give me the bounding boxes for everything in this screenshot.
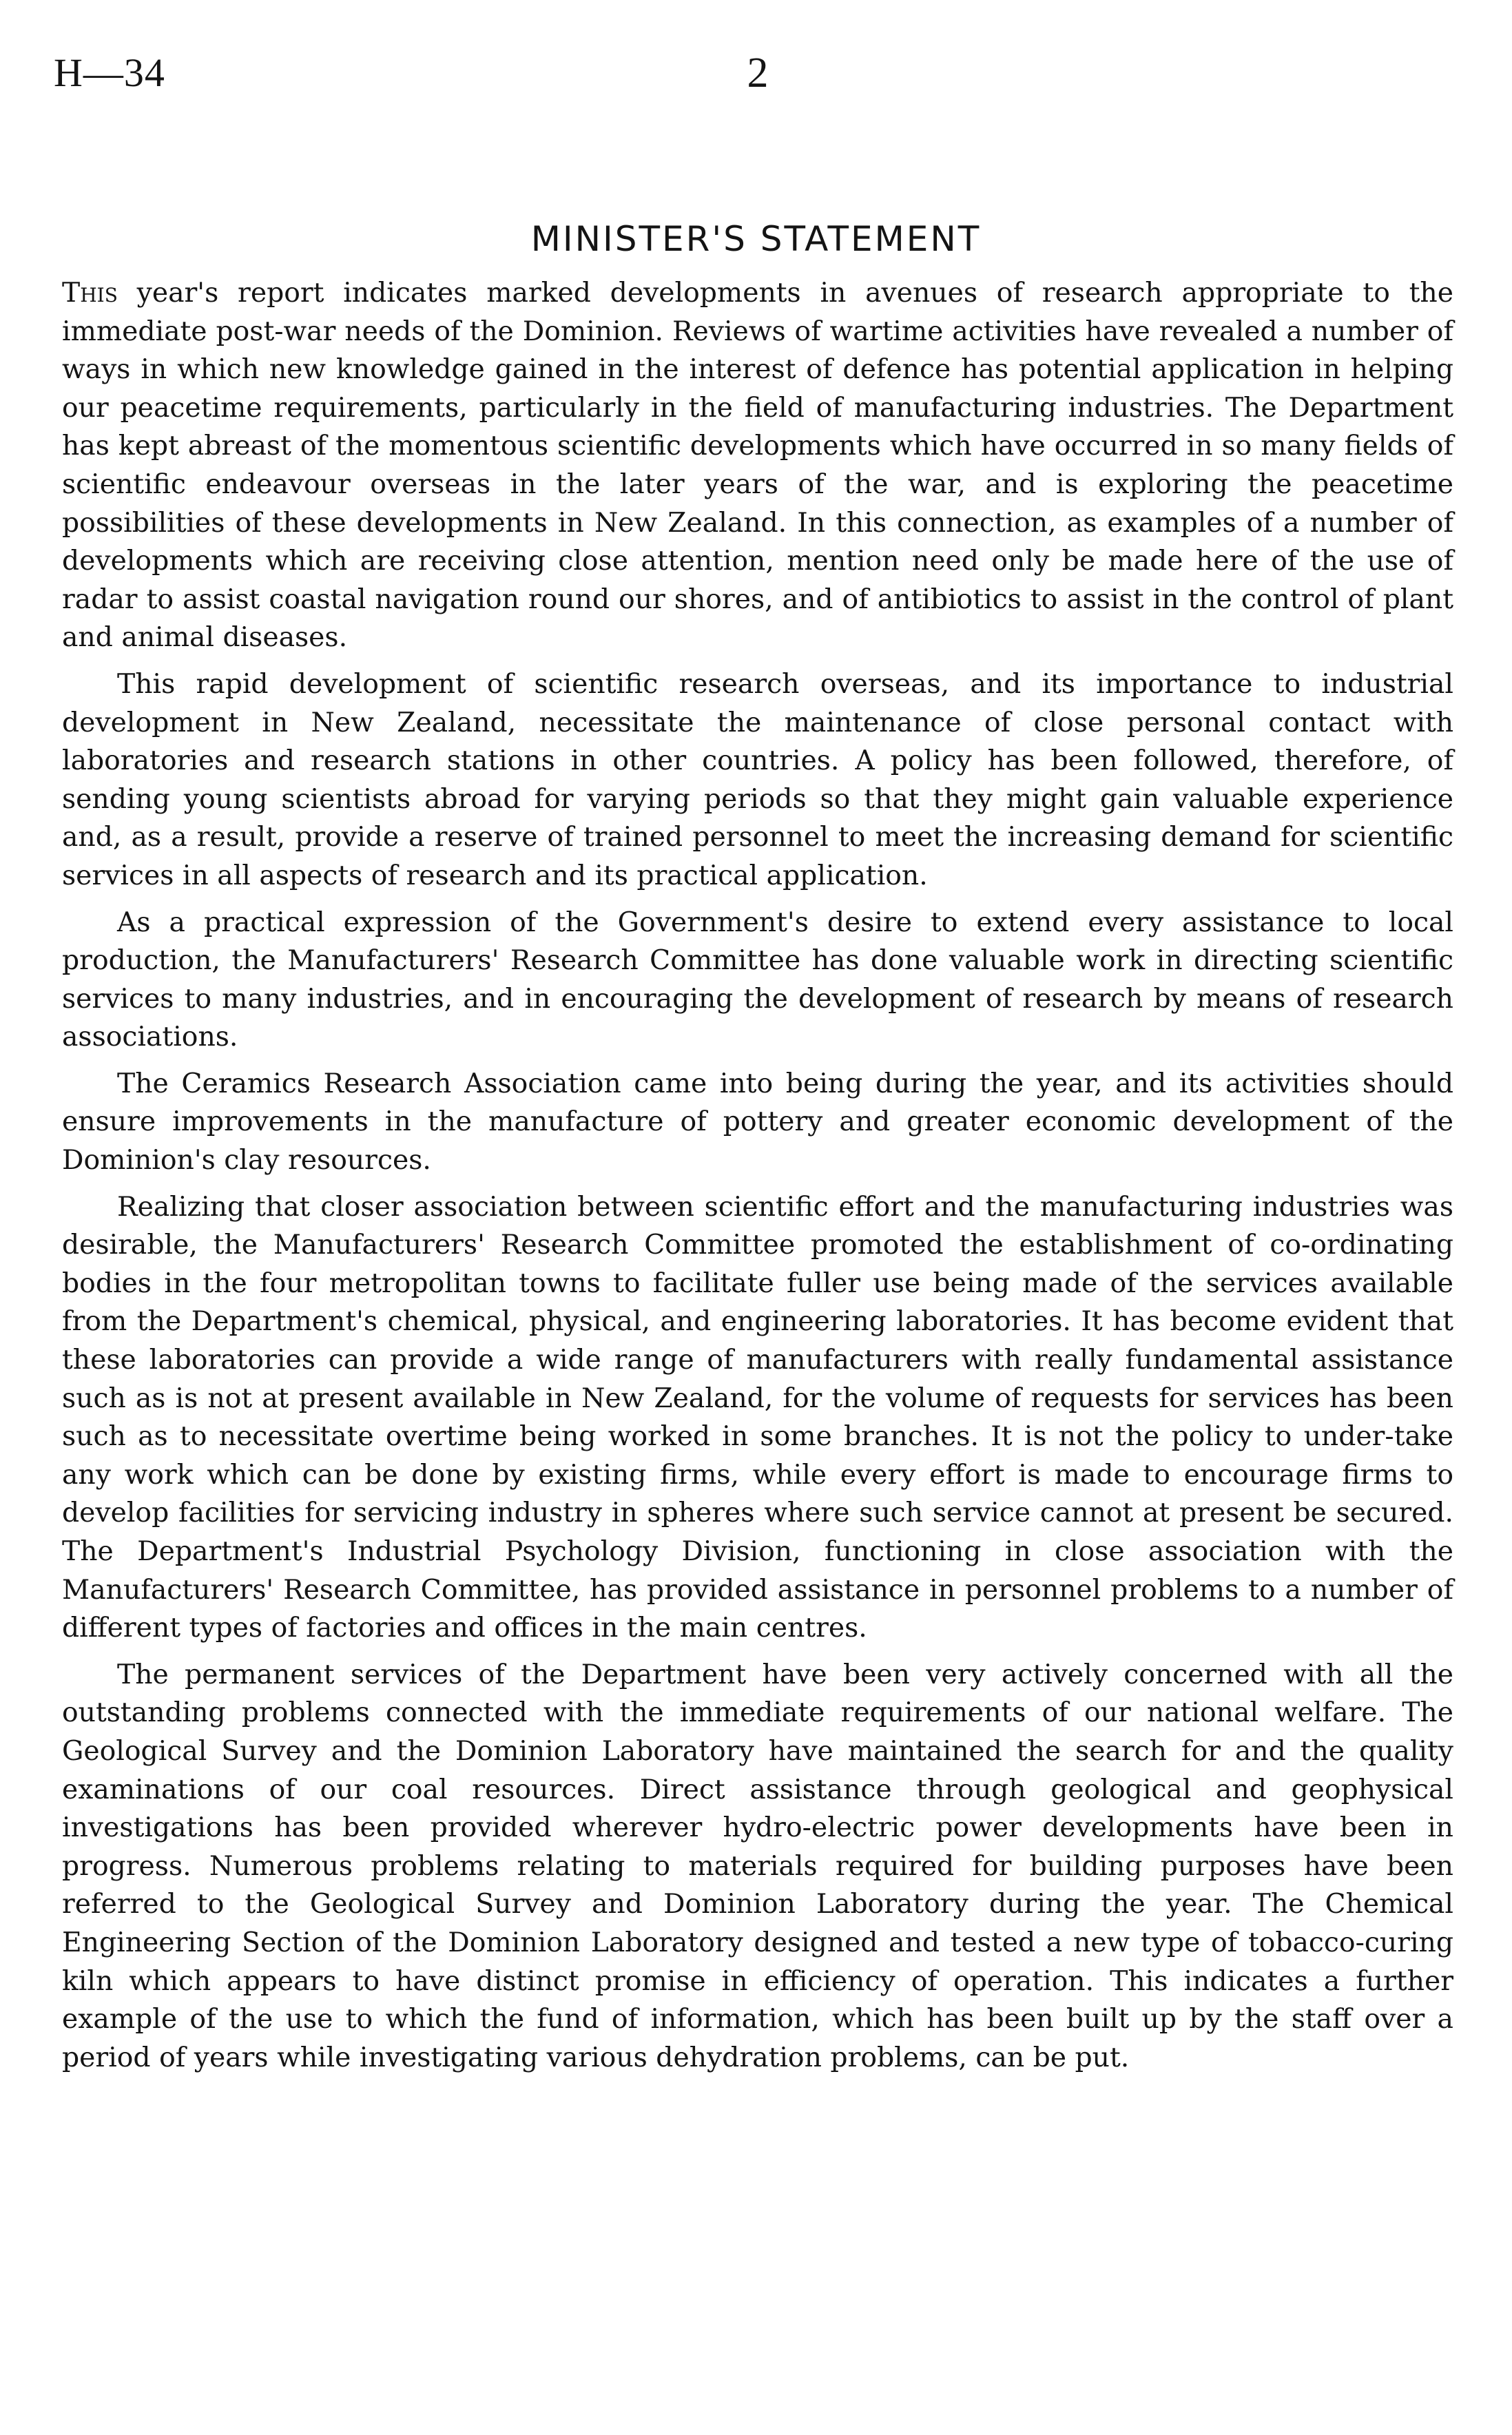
paragraph-3: As a practical expression of the Government's desire to extend every assistance to local production, the Manufacturers' Research Committee has done valuable work in directing scientific services to many industries, and in encouraging the development of research by means of research associations.: [62, 906, 1453, 1053]
paragraph-lead-word: This: [62, 278, 118, 309]
paragraph-1-text: year's report indicates marked developments in avenues of research appropriate to the immediate post-war needs of the Dominion. Reviews of wartime activities have revealed a number of ways in which new knowledge gained in the interest of defence has potential application in helping our peacetime requirements, particularly in the field of manufacturing industries. The Department has kept abreast of the momentous scientific developments which have occurred in so many fields of scientific endeavour overseas in the later years of the war, and is exploring the peacetime possibilities of these developments in New Zealand. In this connection, as examples of a number of developments which are receiving close attention, mention need only be made here of the use of radar to assist coastal navigation round our shores, and of antibiotics to assist in the control of plant and animal diseases.: [62, 278, 1453, 654]
statement-body: [62, 274, 1453, 2085]
document-reference: H—34: [54, 50, 165, 95]
paragraph-1: [62, 274, 1453, 657]
paragraph-6: The permanent services of the Department have been very actively concerned with all the outstanding problems connected with the immediate requirements of our national welfare. The Geological Survey and the Dominion Laboratory have maintained the search for and the quality examinations of our coal resources. Direct assistance through geological and geophysical investigations has been provided wherever hydro-electric power developments have been in progress. Numerous problems relating to materials required for building purposes have been referred to the Geological Survey and Dominion Laboratory during the year. The Chemical Engineering Section of the Dominion Laboratory designed and tested a new type of tobacco-curing kiln which appears to have distinct promise in efficiency of operation. This indicates a further example of the use to which the fund of information, which has been built up by the staff over a period of years while investigating various dehydration problems, can be put.: [62, 1659, 1453, 2073]
page-number: 2: [747, 50, 769, 96]
paragraph-2: This rapid development of scientific research overseas, and its importance to industrial development in New Zealand, necessitate the maintenance of close personal contact with laboratories and research stations in other countries. A policy has been followed, therefore, of sending young scientists abroad for varying periods so that they might gain valuable experience and, as a result, provide a reserve of trained personnel to meet the increasing demand for scientific services in all aspects of research and its practical application.: [62, 668, 1453, 891]
paragraph-5: Realizing that closer association between scientific effort and the manufacturing industries was desirable, the Manufacturers' Research Committee promoted the establishment of co-ordinating bodies in the four metropolitan towns to facilitate fuller use being made of the services available from the Department's chemical, physical, and engineering laboratories. It has become evident that these laboratories can provide a wide range of manufacturers with really fundamental assistance such as is not at present available in New Zealand, for the volume of requests for services has been such as to necessitate overtime being worked in some branches. It is not the policy to under-take any work which can be done by existing firms, while every effort is made to encourage firms to develop facilities for servicing industry in spheres where such service cannot at present be secured. The Department's Industrial Psychology Division, functioning in close association with the Manufacturers' Research Committee, has provided assistance in personnel problems to a number of different types of factories and offices in the main centres.: [62, 1191, 1453, 1644]
page-title: MINISTER'S STATEMENT: [530, 218, 982, 259]
running-header: [0, 45, 1512, 101]
paragraph-4: The Ceramics Research Association came into being during the year, and its activities should ensure improvements in the manufacture of pottery and greater economic development of the Dominion's clay resources.: [62, 1068, 1453, 1177]
